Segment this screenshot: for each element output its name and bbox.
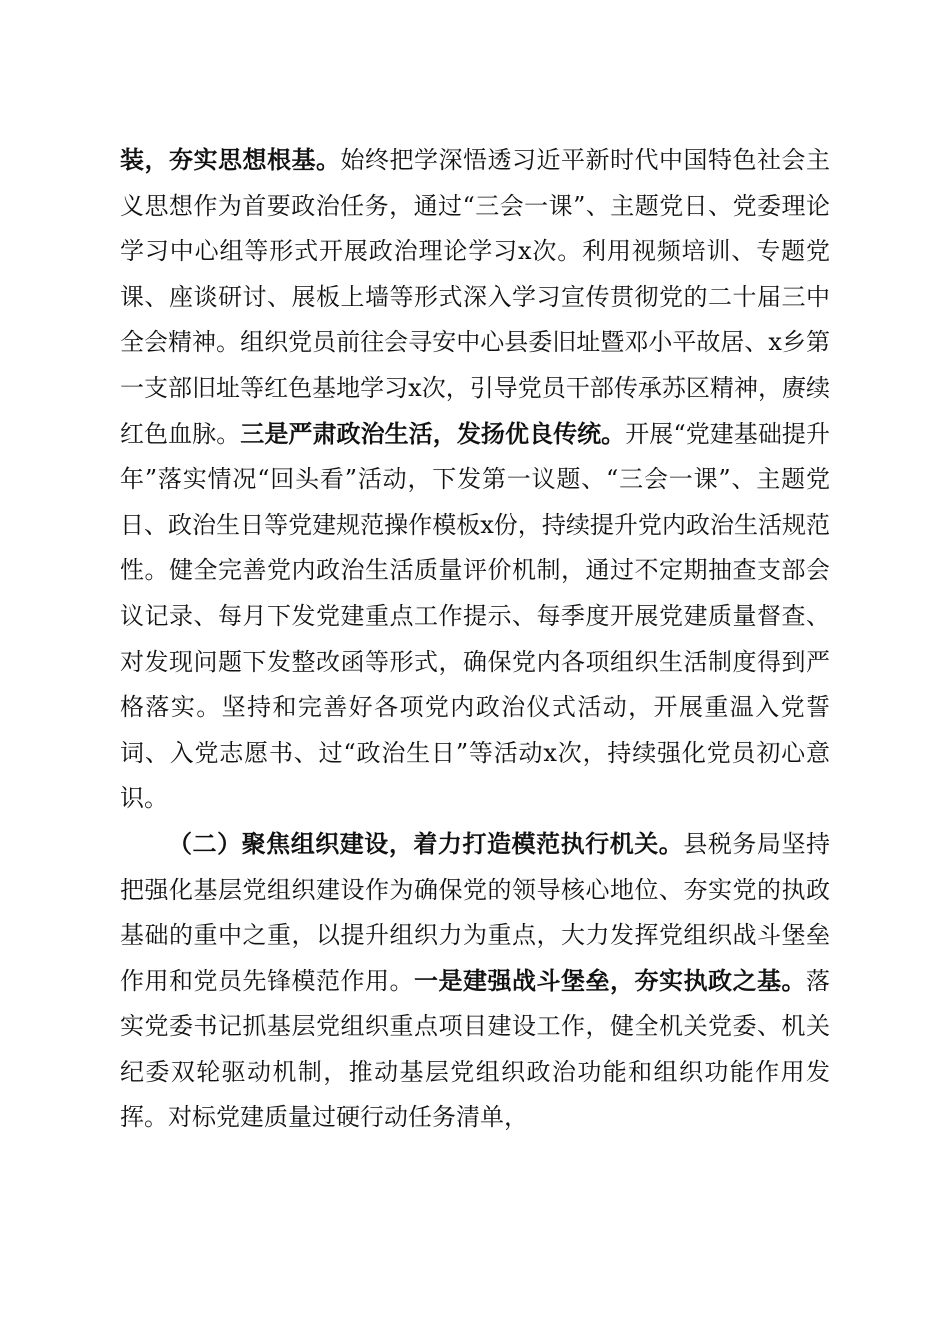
body-text-segment: 县税务局坚持把强化基层党组织建设作为确保党的领导核心地位、夯实党的执政基础的重中之重，以提升组织力为重点，大力发挥党组织战斗堡垒作用和党员先锋模范作用。 <box>120 829 831 995</box>
body-text-segment: 始终把学深悟透习近平新时代中国特色社会主义思想作为首要政治任务，通过“三会一课”、主题党日、党委理论学习中心组等形式开展政治理论学习x次。利用视频培训、专题党课、座谈研讨、展板上墙等形式深入学习宣传贯彻党的二十届三中全会精神。组织党员前往会寻安中心县委旧址暨邓小平故居、x乡第一支部旧址等红色基地学习x次，引导党员干部传承苏区精神，赓续红色血脉。 <box>120 146 830 448</box>
body-text-segment: 开展“党建基础提升年”落实情况“回头看”活动，下发第一议题、“三会一课”、主题党日、政治生日等党建规范操作模板x份，持续提升党内政治生活规范性。健全完善党内政治生活质量评价机制，通过不定期抽查支部会议记录、每月下发党建重点工作提示、每季度开展党建质量督查、对发现问题下发整改函等形式，确保党内各项组织生活制度得到严格落实。坚持和完善好各项党内政治仪式活动，开展重温入党誓词、入党志愿书、过“政治生日”等活动x次，持续强化党员初心意识。 <box>120 419 830 813</box>
paragraph-organization-building <box>120 822 830 1141</box>
bold-heading-segment: 三是严肃政治生活，发扬优良传统。 <box>240 419 626 448</box>
document-page <box>120 138 830 1141</box>
body-text-segment: 落实党委书记抓基层党组织重点项目建设工作，健全机关党委、机关纪委双轮驱动机制，推动基层党组织政治功能和组织功能作用发挥。对标党建质量过硬行动任务清单， <box>120 966 830 1132</box>
bold-heading-segment: 装，夯实思想根基。 <box>120 146 341 174</box>
section-heading: （二）聚焦组织建设，着力打造模范执行机关。 <box>168 829 684 858</box>
bold-heading-segment: 一是建强战斗堡垒，夯实执政之基。 <box>414 966 806 995</box>
paragraph-political-study <box>120 138 830 822</box>
